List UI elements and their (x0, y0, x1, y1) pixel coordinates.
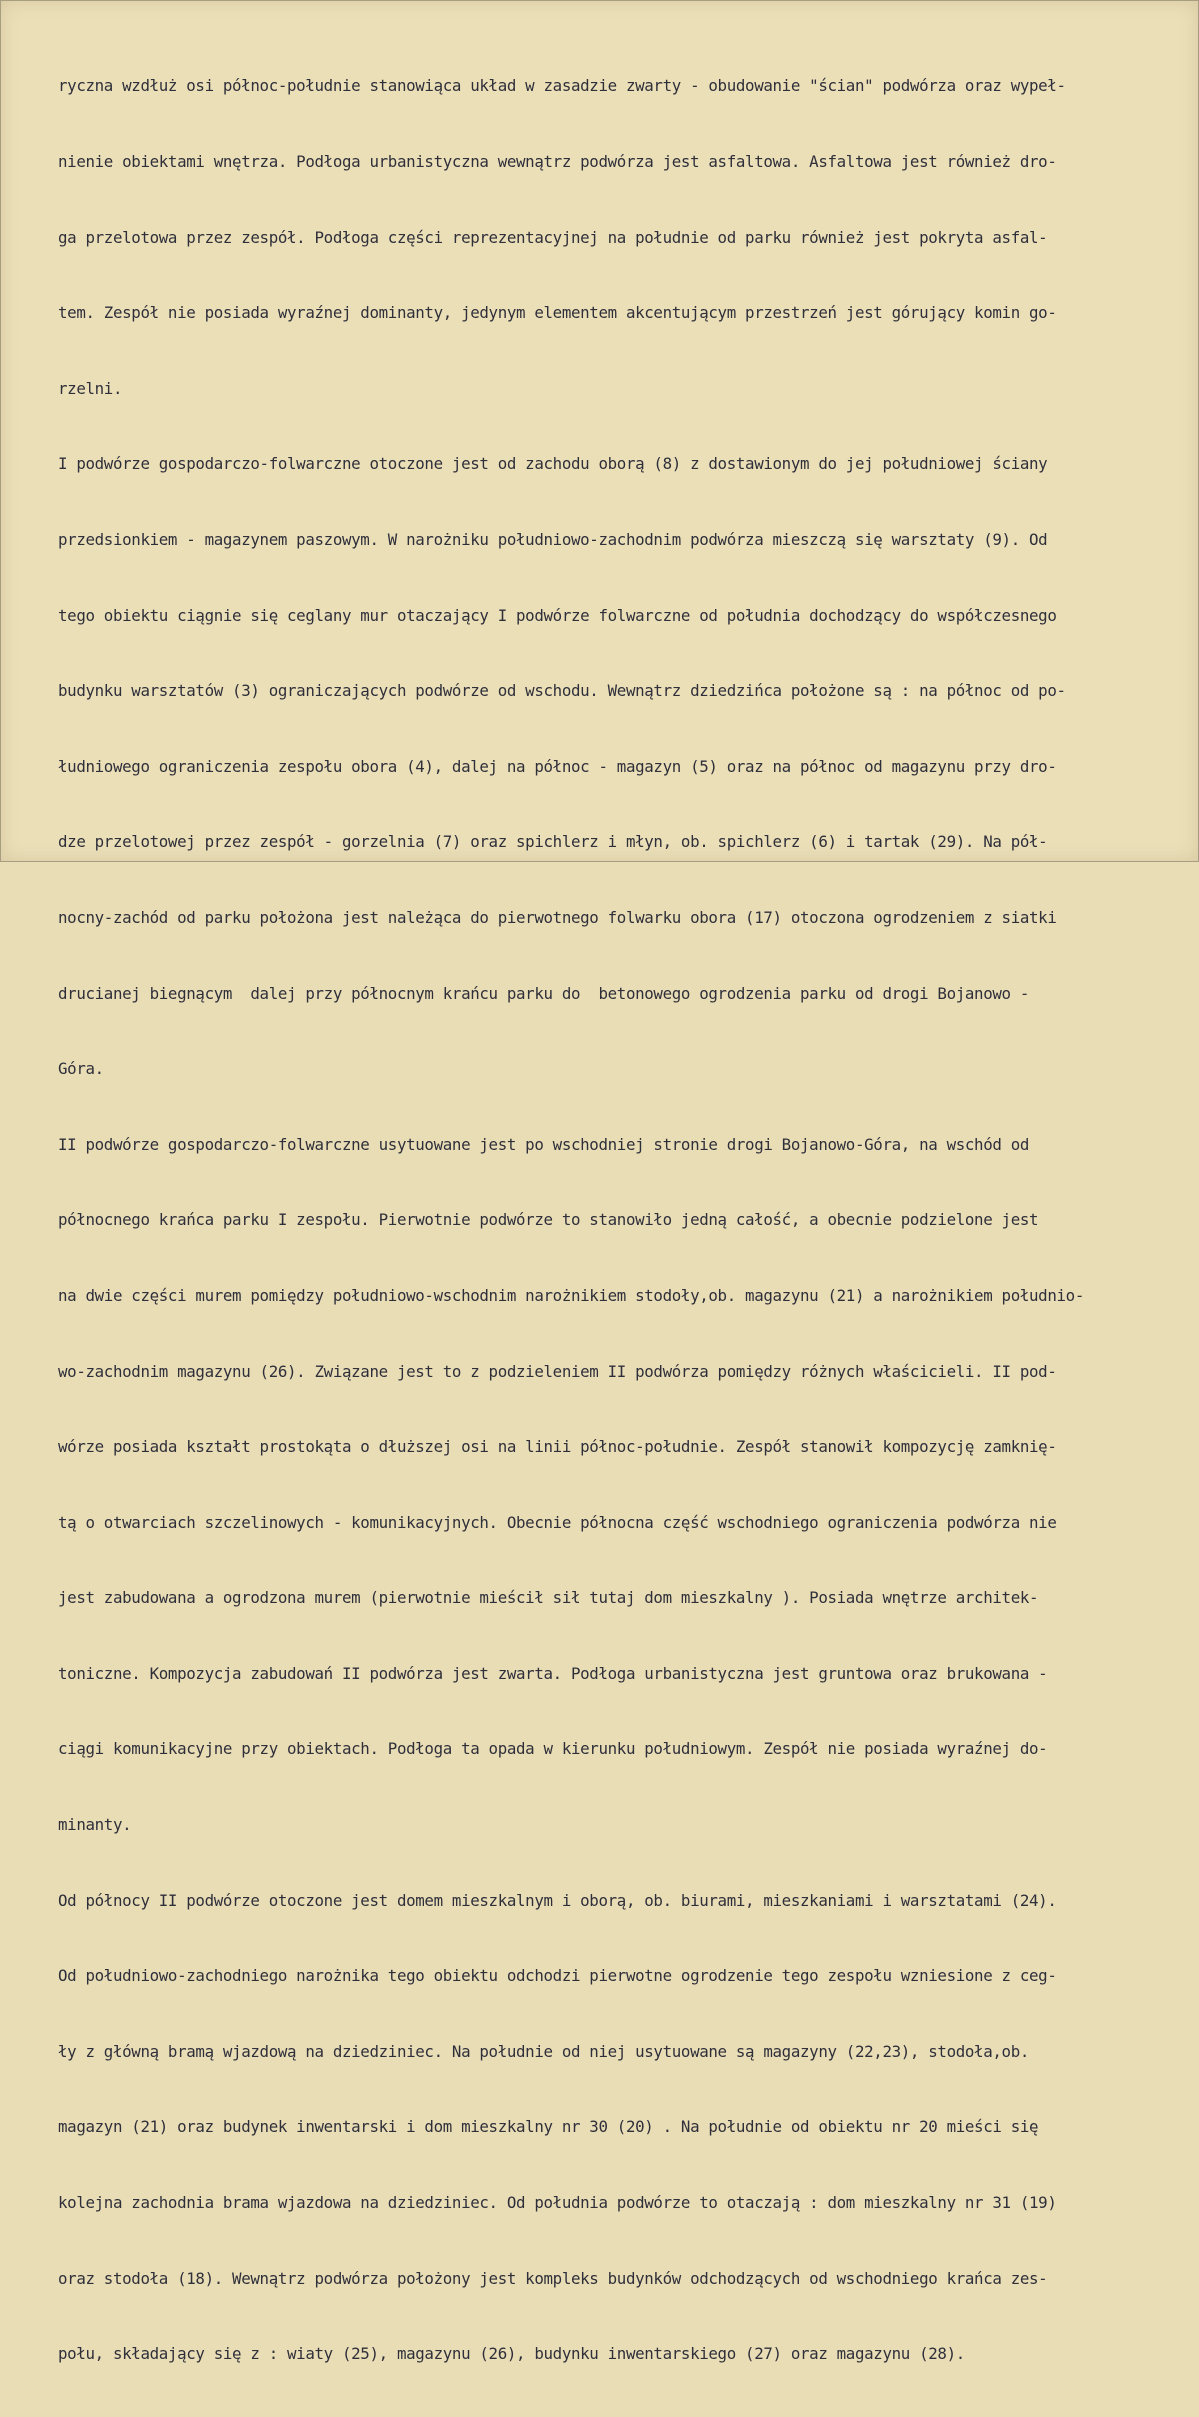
text-line: dze przelotowej przez zespół - gorzelnia (7) oraz spichlerz i młyn, ob. spichlerz (6) i tartak (29). Na pół- (58, 832, 1048, 852)
text-line: rzelni. (58, 378, 123, 398)
text-line: wo-zachodnim magazynu (26). Związane jest to z podzieleniem II podwórza pomiędzy różnych właścicieli. II pod- (58, 1361, 1057, 1381)
text-line: minanty. (58, 1815, 132, 1835)
text-line: jest zabudowana a ogrodzona murem (pierwotnie mieścił sił tutaj dom mieszkalny ). Posiada wnętrze architek- (58, 1588, 1039, 1608)
text-line: Od południowo-zachodniego narożnika tego obiektu odchodzi pierwotne ogrodzenie tego zespołu wzniesione z ceg- (58, 1966, 1057, 1986)
text-line: oraz stodoła (18). Wewnątrz podwórza położony jest kompleks budynków odchodzących od wschodniego krańca zes- (58, 2268, 1048, 2288)
text-line: wórze posiada kształt prostokąta o dłuższej osi na linii północ-południe. Zespół stanowił kompozycję zamknię- (58, 1437, 1057, 1457)
text-line: drucianej biegnącym dalej przy północnym krańcu parku do betonowego ogrodzenia parku od drogi Bojanowo - (58, 983, 1030, 1003)
text-line: Od północy II podwórze otoczone jest domem mieszkalnym i oborą, ob. biurami, mieszkaniami i warsztatami (24). (58, 1890, 1057, 1910)
text-line: I podwórze gospodarczo-folwarczne otoczone jest od zachodu oborą (8) z dostawionym do jej południowej ściany (58, 454, 1048, 474)
text-line: ryczna wzdłuż osi północ-południe stanowiąca układ w zasadzie zwarty - obudowanie "ścian" podwórza oraz wypeł- (58, 76, 1066, 96)
text-line: nienie obiektami wnętrza. Podłoga urbanistyczna wewnątrz podwórza jest asfaltowa. Asfaltowa jest również dro- (58, 152, 1057, 171)
text-line: przedsionkiem - magazynem paszowym. W narożniku południowo-zachodnim podwórza mieszczą się warsztaty (9). Od (58, 529, 1048, 549)
text-line: nocny-zachód od parku położona jest należąca do pierwotnego folwarku obora (17) otoczona ogrodzeniem z siatki (58, 907, 1057, 927)
text-line: toniczne. Kompozycja zabudowań II podwórza jest zwarta. Podłoga urbanistyczna jest gruntowa oraz brukowana - (58, 1663, 1048, 1683)
text-line: ga przelotowa przez zespół. Podłoga części reprezentacyjnej na południe od parku również jest pokryta asfal- (58, 227, 1048, 247)
text-line: tego obiektu ciągnie się ceglany mur otaczający I podwórze folwarczne od południa dochodzący do współczesnego (58, 605, 1057, 625)
typewritten-text (58, 23, 1188, 2417)
text-line: połu, składający się z : wiaty (25), magazynu (26), budynku inwentarskiego (27) oraz magazynu (28). (58, 2344, 965, 2364)
text-line: kolejna zachodnia brama wjazdowa na dziedziniec. Od południa podwórze to otaczają : dom mieszkalny nr 31 (19) (58, 2193, 1057, 2213)
text-line: tem. Zespół nie posiada wyraźnej dominanty, jedynym elementem akcentującym przestrzeń jest górujący komin go- (58, 303, 1057, 323)
text-line: tą o otwarciach szczelinowych - komunikacyjnych. Obecnie północna część wschodniego ograniczenia podwórza nie (58, 1512, 1057, 1532)
text-line: ły z główną bramą wjazdową na dziedziniec. Na południe od niej usytuowane są magazyny (22,23), stodoła,ob. (58, 2041, 1030, 2061)
text-line: łudniowego ograniczenia zespołu obora (4), dalej na północ - magazyn (5) oraz na północ od magazynu przy dro- (58, 756, 1057, 776)
text-line: II podwórze gospodarczo-folwarczne usytuowane jest po wschodniej stronie drogi Bojanowo-Góra, na wschód od (58, 1134, 1030, 1154)
text-line: ciągi komunikacyjne przy obiektach. Podłoga ta opada w kierunku południowym. Zespół nie posiada wyraźnej do- (58, 1739, 1048, 1759)
text-line: północnego krańca parku I zespołu. Pierwotnie podwórze to stanowiło jedną całość, a obecnie podzielone jest (58, 1210, 1039, 1230)
text-line: na dwie części murem pomiędzy południowo-wschodnim narożnikiem stodoły,ob. magazynu (21) a narożnikiem południo- (58, 1285, 1084, 1305)
text-line: Góra. (58, 1059, 104, 1079)
text-line: budynku warsztatów (3) ograniczających podwórze od wschodu. Wewnątrz dziedzińca położone są : na północ od po- (58, 681, 1066, 701)
text-line: magazyn (21) oraz budynek inwentarski i dom mieszkalny nr 30 (20) . Na południe od obiektu nr 20 mieści się (58, 2117, 1039, 2137)
